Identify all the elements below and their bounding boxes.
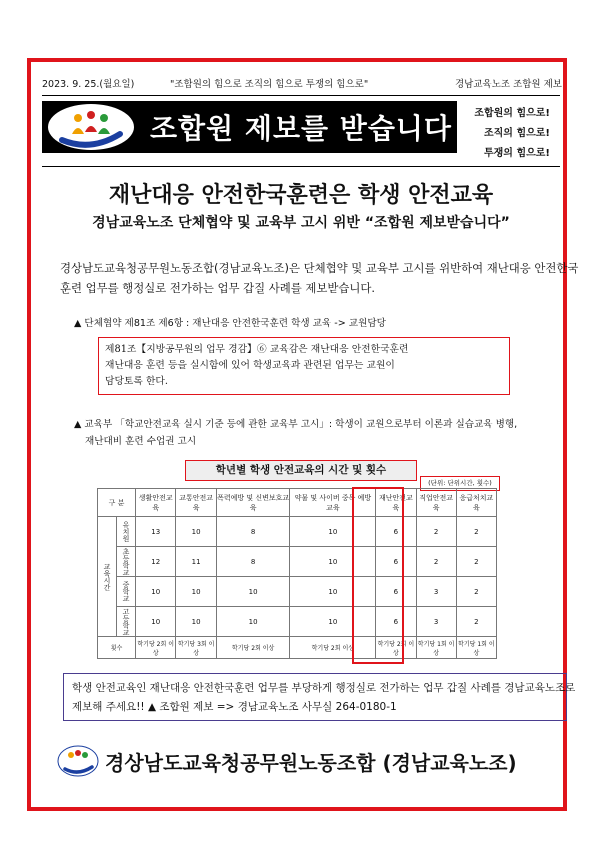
table-cell: 학기당 3회 이상 bbox=[176, 637, 216, 659]
law-line-1: 제81조【지방공무원의 업무 경감】⑥ 교육감은 재난대응 안전한국훈련 bbox=[105, 344, 409, 355]
header-cell: 생활안전교육 bbox=[136, 489, 176, 517]
table-row bbox=[98, 607, 497, 637]
table-cell: 10 bbox=[176, 577, 216, 607]
header-cell: 약물 및 사이버 중독 예방 교육 bbox=[290, 489, 376, 517]
union-logo-icon bbox=[48, 104, 134, 150]
table-cell: 6 bbox=[376, 517, 416, 547]
table-cell: 12 bbox=[136, 547, 176, 577]
headline: 재난대응 안전한국훈련은 학생 안전교육 bbox=[108, 183, 494, 208]
table-cell: 3 bbox=[416, 607, 456, 637]
subheadline: 경남교육노조 단체협약 및 교육부 고시 위반 “조합원 제보받습니다” bbox=[92, 215, 510, 231]
header-cell: 구 분 bbox=[98, 489, 136, 517]
law-line-3: 담당토록 한다. bbox=[105, 376, 169, 387]
report-notice-box bbox=[63, 673, 576, 721]
banner bbox=[42, 101, 457, 153]
table-count-row bbox=[98, 637, 497, 659]
table-cell: 학기당 2회 이상 bbox=[136, 637, 176, 659]
bullet-ministry-notice bbox=[74, 416, 564, 450]
table-cell: 학기당 1회 이상 bbox=[456, 637, 496, 659]
table-cell: 10 bbox=[290, 517, 376, 547]
footer-union-name: 경상남도교육청공무원노동조합 (경남교육노조) bbox=[105, 751, 517, 775]
table-cell: 2 bbox=[416, 517, 456, 547]
table-cell: 3 bbox=[416, 577, 456, 607]
table-cell: 2 bbox=[416, 547, 456, 577]
education-hours-table bbox=[97, 488, 497, 659]
table-cell: 10 bbox=[290, 607, 376, 637]
table-cell: 10 bbox=[290, 547, 376, 577]
intro-line-1: 경상남도교육청공무원노동조합(경남교육노조)은 단체협약 및 교육부 고시를 위반하여 재난대응 안전한국 bbox=[60, 261, 579, 275]
table-cell: 10 bbox=[290, 577, 376, 607]
table-unit-note: (단위: 단위시간, 횟수) bbox=[420, 476, 500, 491]
header-cell: 응급처치교육 bbox=[456, 489, 496, 517]
table-header-row bbox=[98, 489, 497, 517]
banner-title: 조합원 제보를 받습니다 bbox=[150, 112, 452, 145]
header-cell: 재난안전교육 bbox=[376, 489, 416, 517]
table-row bbox=[98, 517, 497, 547]
table-cell: 2 bbox=[456, 607, 496, 637]
table-cell: 6 bbox=[376, 547, 416, 577]
group-label: 교육시간 bbox=[98, 517, 117, 637]
header-cell: 직업안전교육 bbox=[416, 489, 456, 517]
table-row bbox=[98, 547, 497, 577]
row-label: 초등학교 bbox=[117, 547, 136, 577]
table-cell: 11 bbox=[176, 547, 216, 577]
header-cell: 폭력예방 및 신변보호교육 bbox=[216, 489, 290, 517]
bullet-agreement: ▲ 단체협약 제81조 제6항 : 재난대응 안전한국훈련 학생 교육 -> 교원담당 bbox=[74, 318, 386, 329]
table-cell: 8 bbox=[216, 517, 290, 547]
table-title: 학년별 학생 안전교육의 시간 및 횟수 bbox=[185, 460, 417, 481]
bullet2-line-1: ▲ 교육부 「학교안전교육 실시 기준 등에 관한 교육부 고시」: 학생이 교원으로부터 이론과 실습교육 병행, bbox=[74, 419, 518, 430]
banner-rule bbox=[42, 166, 560, 167]
notice-line-2: 제보해 주세요!! ▲ 조합원 제보 => 경남교육노조 사무실 264-0180-1 bbox=[72, 701, 397, 713]
disaster-column-highlight bbox=[352, 487, 404, 664]
publisher-label: 경남교육노조 조합원 제보 bbox=[455, 79, 562, 90]
table-cell: 학기당 2회 이상 bbox=[216, 637, 290, 659]
header-rule bbox=[42, 95, 560, 96]
table-cell: 학기당 1회 이상 bbox=[416, 637, 456, 659]
row-label: 고등학교 bbox=[117, 607, 136, 637]
slogan-list bbox=[457, 101, 560, 163]
law-line-2: 재난대응 훈련 등을 실시함에 있어 학생교육과 관련된 업무는 교원이 bbox=[105, 360, 395, 371]
table-cell: 13 bbox=[136, 517, 176, 547]
slogan-2: 조직의 힘으로! bbox=[483, 128, 550, 139]
table-cell: 10 bbox=[136, 607, 176, 637]
row-label: 중학교 bbox=[117, 577, 136, 607]
table-cell: 6 bbox=[376, 607, 416, 637]
table-cell: 10 bbox=[216, 577, 290, 607]
table-row bbox=[98, 577, 497, 607]
slogan-1: 조합원의 힘으로! bbox=[474, 108, 550, 119]
table-cell: 2 bbox=[456, 577, 496, 607]
row-label: 유치원 bbox=[117, 517, 136, 547]
table-cell: 학기당 2회 이상 bbox=[290, 637, 376, 659]
slogan-3: 투쟁의 힘으로! bbox=[483, 148, 550, 159]
intro-line-2: 훈련 업무를 행정실로 전가하는 업무 갑질 사례를 제보받습니다. bbox=[60, 281, 376, 295]
table-cell: 10 bbox=[176, 607, 216, 637]
table-cell: 6 bbox=[376, 577, 416, 607]
bullet2-line-2: 재난대비 훈련 수업권 고시 bbox=[85, 436, 197, 447]
table-cell: 8 bbox=[216, 547, 290, 577]
header-line bbox=[42, 76, 562, 92]
table-cell: 2 bbox=[456, 517, 496, 547]
table-cell: 2 bbox=[456, 547, 496, 577]
header-cell: 교통안전교육 bbox=[176, 489, 216, 517]
table-cell: 10 bbox=[216, 607, 290, 637]
intro-paragraph bbox=[60, 258, 579, 298]
union-logo-icon bbox=[57, 745, 99, 777]
table-cell: 학기당 2회 이상 bbox=[376, 637, 416, 659]
issue-date: 2023. 9. 25.(월요일) bbox=[42, 79, 135, 90]
table-cell: 10 bbox=[136, 577, 176, 607]
union-motto: "조합원의 힘으로 조직의 힘으로 투쟁의 힘으로" bbox=[170, 79, 369, 90]
notice-line-1: 학생 안전교육인 재난대응 안전한국훈련 업무를 부당하게 행정실로 전가하는 업무 갑질 사례를 경남교육노조로 bbox=[72, 682, 576, 694]
row-label: 횟수 bbox=[98, 637, 136, 659]
table-cell: 10 bbox=[176, 517, 216, 547]
law-text bbox=[105, 342, 503, 390]
